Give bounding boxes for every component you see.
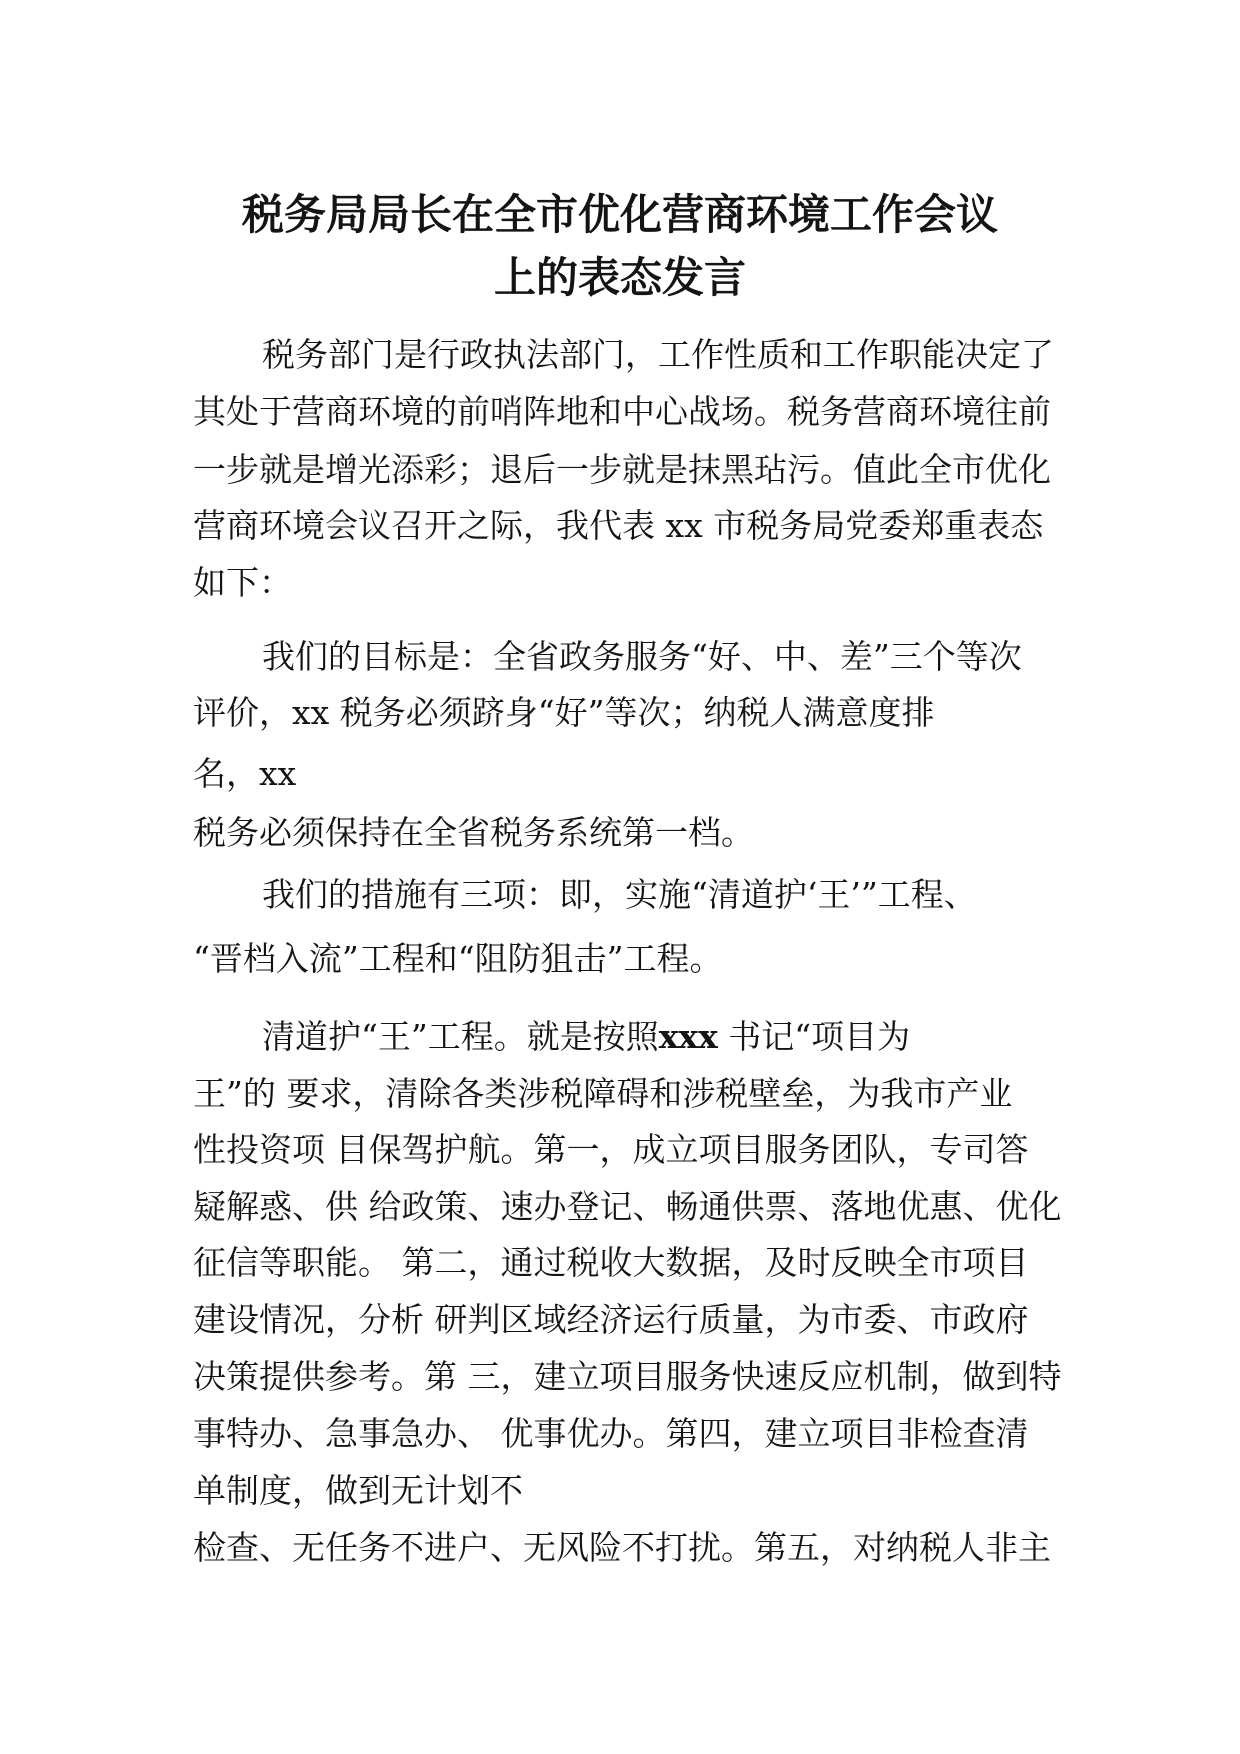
body-line: 我们的目标是：全省政务服务“好、中、差”三个等次 [262, 637, 1022, 676]
body-text-bold: xxx [658, 1017, 718, 1056]
body-line: 税务必须保持在全省税务系统第一档。 [193, 813, 754, 852]
body-line: 王”的 要求，清除各类涉税障碍和涉税壁垒，为我市产业 [193, 1074, 1013, 1113]
body-line: 名，xx [193, 754, 297, 793]
body-line: 评价，xx 税务必须跻身“好”等次；纳税人满意度排 [193, 693, 935, 732]
body-line: 征信等职能。 第二，通过税收大数据，及时反映全市项目 [193, 1243, 1029, 1282]
body-line [262, 1017, 911, 1056]
body-line: 疑解惑、供 给政策、速办登记、畅通供票、落地优惠、优化 [193, 1187, 1062, 1226]
body-line: 其处于营商环境的前哨阵地和中心战场。税务营商环境往前 [193, 392, 1051, 431]
body-line: 性投资项 目保驾护航。第一，成立项目服务团队，专司答 [193, 1130, 1029, 1169]
body-line: 一步就是增光添彩；退后一步就是抹黑玷污。值此全市优化 [193, 450, 1051, 489]
body-line: “晋档入流”工程和“阻防狙击”工程。 [193, 939, 723, 978]
body-line: 检查、无任务不进户、无风险不打扰。第五，对纳税人非主 [193, 1528, 1051, 1567]
body-line: 单制度，做到无计划不 [193, 1471, 523, 1510]
body-line: 营商环境会议召开之际，我代表 xx 市税务局党委郑重表态 [193, 506, 1044, 545]
body-line: 如下： [193, 563, 292, 602]
body-line: 事特办、急事急办、 优事优办。第四，建立项目非检查清 [193, 1414, 1029, 1453]
body-line: 决策提供参考。第 三，建立项目服务快速反应机制，做到特 [193, 1357, 1062, 1396]
body-text: 书记“项目为 [717, 1017, 911, 1056]
document-title-line-2: 上的表态发言 [493, 253, 746, 302]
document-title-line-1: 税务局局长在全市优化营商环境工作会议 [241, 190, 998, 239]
body-line: 建设情况，分析 研判区域经济运行质量，为市委、市政府 [193, 1300, 1029, 1339]
body-text: 清道护“王”工程。就是按照 [262, 1017, 659, 1056]
body-line: 我们的措施有三项：即，实施“清道护‘王’”工程、 [262, 875, 977, 914]
body-line: 税务部门是行政执法部门，工作性质和工作职能决定了 [262, 335, 1054, 374]
